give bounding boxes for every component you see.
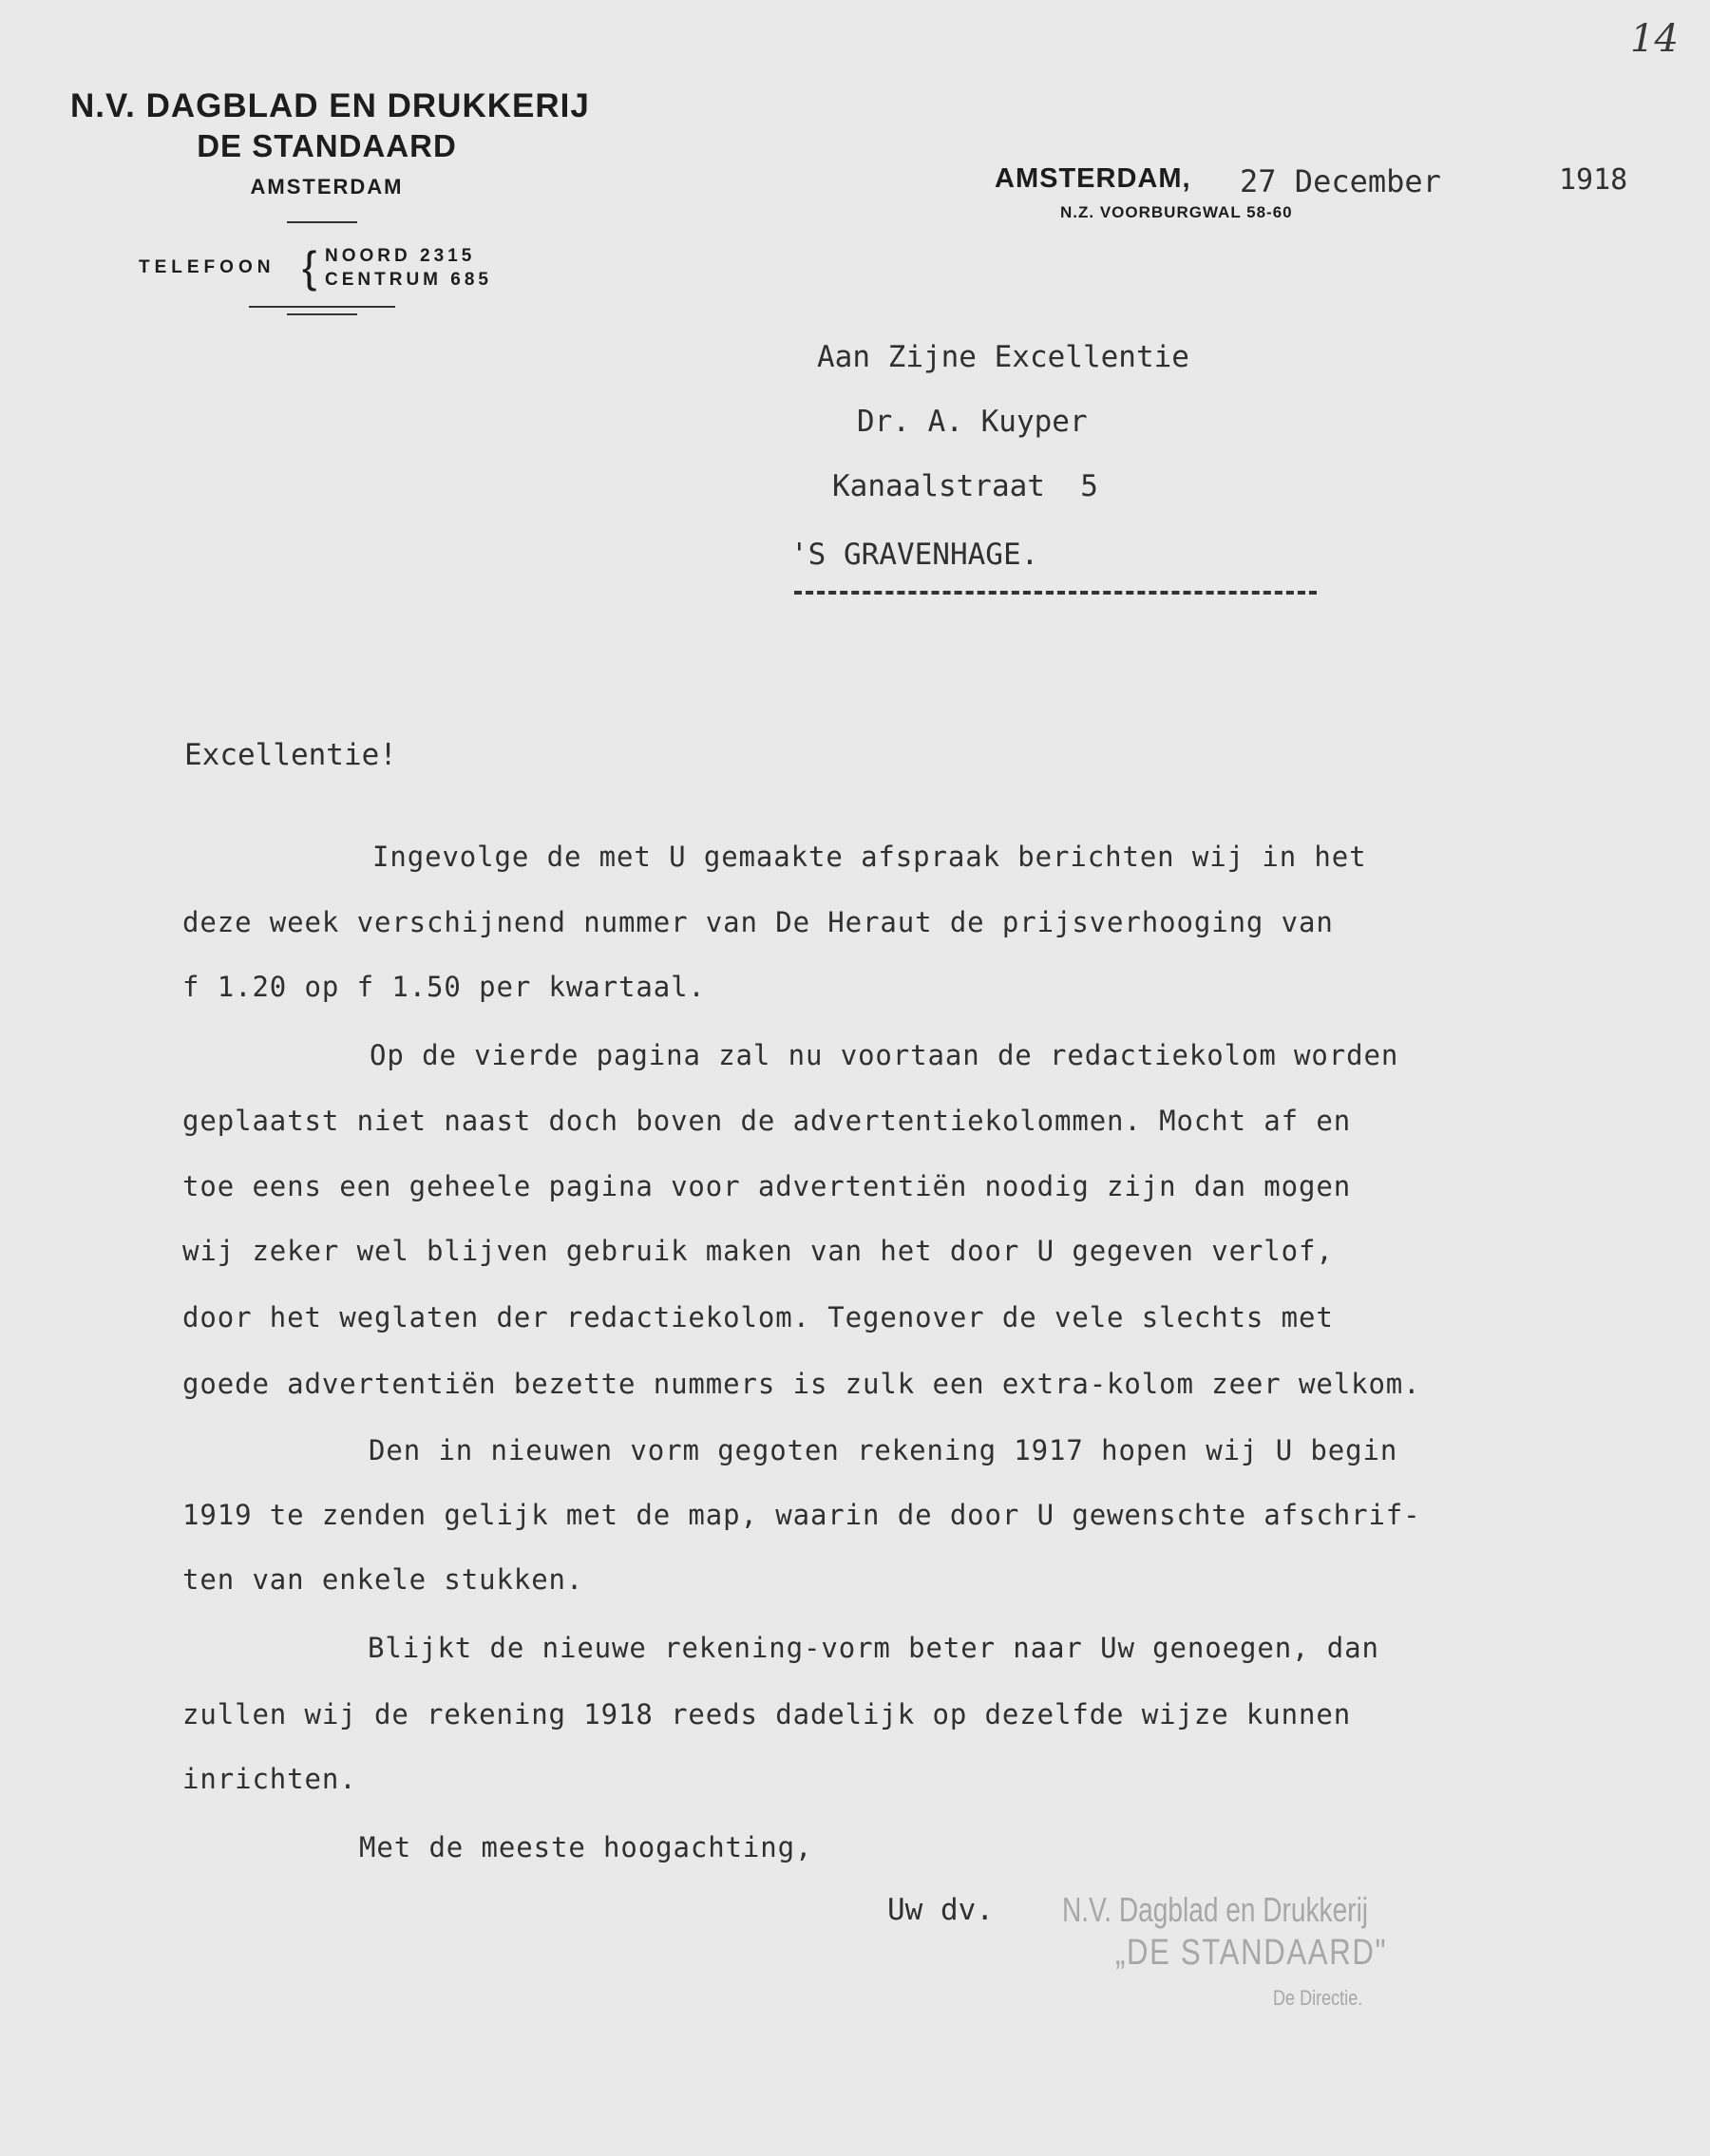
dateline-address: N.Z. VOORBURGWAL 58-60 (1060, 203, 1293, 221)
body-line: door het weglaten der redactiekolom. Tegenover de vele slechts met (182, 1301, 1334, 1333)
body-line: Den in nieuwen vorm gegoten rekening 1917 hopen wij U begin (369, 1434, 1398, 1466)
body-line: 1919 te zenden gelijk met de map, waarin de door U gewenschte afschrif- (182, 1499, 1421, 1531)
body-line: inrichten. (182, 1763, 357, 1795)
body-line: zullen wij de rekening 1918 reeds dadelijk op dezelfde wijze kunnen (182, 1698, 1352, 1730)
company-name-line1: N.V. DAGBLAD EN DRUKKERIJ (70, 87, 590, 124)
company-city: AMSTERDAM (250, 175, 404, 199)
dateline-date: 27 December (1240, 163, 1441, 199)
recipient-city: 'S GRAVENHAGE. (790, 538, 1039, 572)
letterhead-rule (287, 313, 357, 315)
company-name-line2: DE STANDAARD (197, 128, 457, 163)
body-line: f 1.20 op f 1.50 per kwartaal. (182, 971, 706, 1003)
body-line: Op de vierde pagina zal nu voortaan de redactiekolom worden (370, 1039, 1399, 1071)
body-line: Ingevolge de met U gemaakte afspraak berichten wij in het (372, 841, 1367, 873)
body-line: Blijkt de nieuwe rekening-vorm beter naar Uw genoegen, dan (368, 1632, 1379, 1664)
recipient-line1: Aan Zijne Excellentie (817, 340, 1189, 374)
stamp-line3: De Directie. (1273, 1986, 1363, 2010)
recipient-line2: Dr. A. Kuyper (857, 405, 1088, 439)
body-line: geplaatst niet naast doch boven de advertentiekolommen. Mocht af en (182, 1105, 1352, 1137)
closing: Uw dv. (887, 1893, 994, 1927)
recipient-underline (794, 591, 1317, 595)
body-line: toe eens een geheele pagina voor advertentiën noodig zijn dan mogen (182, 1170, 1352, 1202)
dateline-city: AMSTERDAM, (995, 163, 1191, 194)
body-line: wij zeker wel blijven gebruik maken van het door U gegeven verlof, (182, 1235, 1334, 1267)
telephone-label: TELEFOON (139, 257, 276, 277)
telephone-number-centrum: CENTRUM 685 (325, 270, 492, 290)
telephone-number-noord: NOORD 2315 (325, 246, 476, 266)
recipient-line3: Kanaalstraat 5 (832, 469, 1098, 503)
page-number: 14 (1630, 17, 1679, 61)
telephone-brace: { (302, 242, 317, 292)
body-line: goede advertentiën bezette nummers is zulk een extra-kolom zeer welkom. (182, 1368, 1421, 1400)
letterhead-rule (249, 306, 395, 308)
letterhead-rule (287, 221, 357, 223)
body-line: ten van enkele stukken. (182, 1563, 584, 1596)
body-line: Met de meeste hoogachting, (359, 1831, 813, 1863)
stamp-line2: „DE STANDAARD" (1115, 1933, 1388, 1973)
body-line: deze week verschijnend nummer van De Heraut de prijsverhooging van (182, 906, 1334, 938)
stamp-line1: N.V. Dagblad en Drukkerij (1062, 1890, 1369, 1929)
salutation: Excellentie! (184, 738, 397, 772)
dateline-year: 1918 (1559, 163, 1628, 197)
